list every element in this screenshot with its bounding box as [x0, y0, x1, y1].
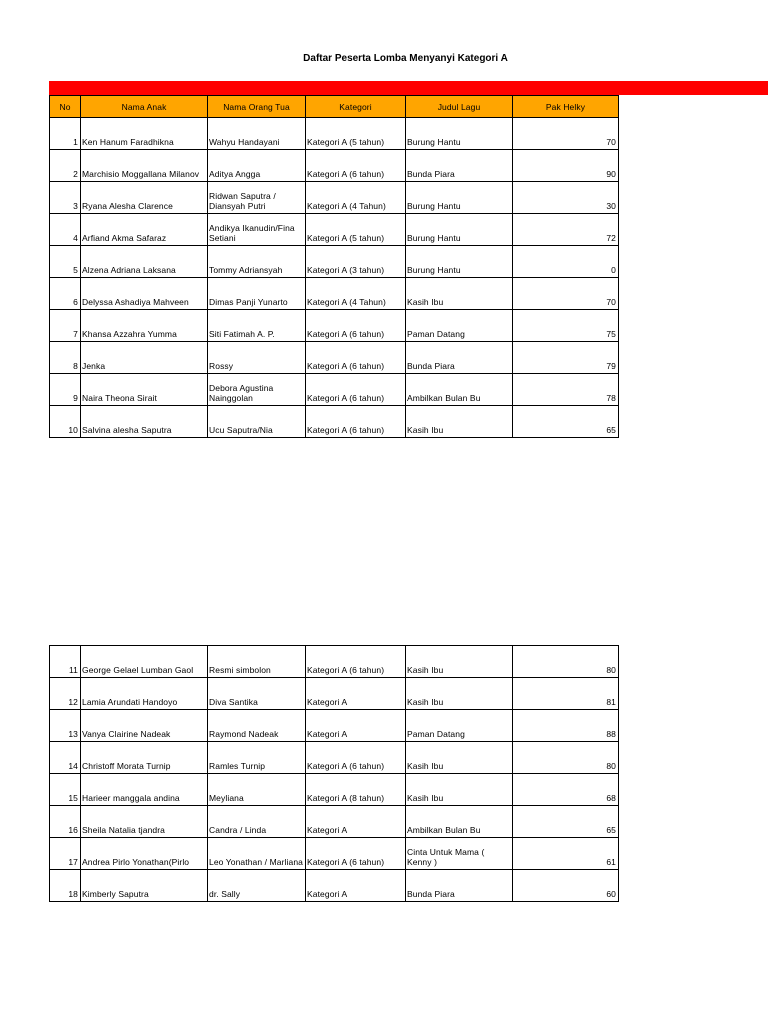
cell-pak-helky: 72 — [513, 214, 619, 246]
cell-nama-anak: Sheila Natalia tjandra — [81, 806, 208, 838]
table-row — [50, 214, 619, 246]
header-row — [50, 96, 619, 118]
col-header-nama-orang-tua: Nama Orang Tua — [208, 96, 306, 118]
cell-nama-orang-tua: Diva Santika — [208, 678, 306, 710]
table-row — [50, 646, 619, 678]
cell-pak-helky: 90 — [513, 150, 619, 182]
table-row — [50, 182, 619, 214]
cell-no: 1 — [50, 118, 81, 150]
cell-kategori: Kategori A (6 tahun) — [306, 646, 406, 678]
cell-kategori: Kategori A (6 tahun) — [306, 310, 406, 342]
cell-nama-anak: Lamia Arundati Handoyo — [81, 678, 208, 710]
cell-nama-anak: Andrea Pirlo Yonathan(Pirlo — [81, 838, 208, 870]
cell-kategori: Kategori A (4 Tahun) — [306, 182, 406, 214]
table-row — [50, 870, 619, 902]
table-row — [50, 374, 619, 406]
cell-kategori: Kategori A (4 Tahun) — [306, 278, 406, 310]
cell-nama-orang-tua: Leo Yonathan / Marliana — [208, 838, 306, 870]
participants-table-2 — [49, 645, 619, 902]
cell-pak-helky: 78 — [513, 374, 619, 406]
cell-nama-orang-tua: Candra / Linda — [208, 806, 306, 838]
cell-kategori: Kategori A (5 tahun) — [306, 118, 406, 150]
cell-no: 10 — [50, 406, 81, 438]
cell-pak-helky: 88 — [513, 710, 619, 742]
table-row — [50, 406, 619, 438]
cell-nama-anak: Kimberly Saputra — [81, 870, 208, 902]
cell-judul-lagu: Kasih Ibu — [406, 406, 513, 438]
cell-kategori: Kategori A (6 tahun) — [306, 406, 406, 438]
cell-nama-anak: Khansa Azzahra Yumma — [81, 310, 208, 342]
cell-nama-orang-tua: Rossy — [208, 342, 306, 374]
cell-nama-orang-tua: Ramles Turnip — [208, 742, 306, 774]
cell-judul-lagu: Kasih Ibu — [406, 774, 513, 806]
table-row — [50, 278, 619, 310]
cell-no: 12 — [50, 678, 81, 710]
cell-pak-helky: 0 — [513, 246, 619, 278]
cell-nama-orang-tua: Meyliana — [208, 774, 306, 806]
cell-kategori: Kategori A — [306, 806, 406, 838]
cell-pak-helky: 70 — [513, 278, 619, 310]
cell-nama-anak: Ryana Alesha Clarence — [81, 182, 208, 214]
cell-pak-helky: 75 — [513, 310, 619, 342]
col-header-nama-anak: Nama Anak — [81, 96, 208, 118]
cell-nama-orang-tua: Resmi simbolon — [208, 646, 306, 678]
cell-nama-orang-tua: Debora Agustina Nainggolan — [208, 374, 306, 406]
cell-nama-anak: Marchisio Moggallana Milanov — [81, 150, 208, 182]
cell-nama-anak: Vanya Clairine Nadeak — [81, 710, 208, 742]
cell-pak-helky: 80 — [513, 742, 619, 774]
table-row — [50, 118, 619, 150]
page-title: Daftar Peserta Lomba Menyanyi Kategori A — [303, 53, 508, 64]
table-row — [50, 742, 619, 774]
table-row — [50, 342, 619, 374]
cell-judul-lagu: Kasih Ibu — [406, 646, 513, 678]
cell-judul-lagu: Bunda Piara — [406, 342, 513, 374]
cell-kategori: Kategori A — [306, 710, 406, 742]
cell-nama-orang-tua: dr. Sally — [208, 870, 306, 902]
cell-pak-helky: 60 — [513, 870, 619, 902]
cell-kategori: Kategori A (6 tahun) — [306, 150, 406, 182]
cell-nama-anak: Salvina alesha Saputra — [81, 406, 208, 438]
cell-no: 4 — [50, 214, 81, 246]
cell-kategori: Kategori A — [306, 870, 406, 902]
cell-no: 3 — [50, 182, 81, 214]
cell-nama-anak: George Gelael Lumban Gaol — [81, 646, 208, 678]
cell-no: 2 — [50, 150, 81, 182]
table-row — [50, 838, 619, 870]
cell-nama-orang-tua: Andikya Ikanudin/Fina Setiani — [208, 214, 306, 246]
cell-kategori: Kategori A (6 tahun) — [306, 838, 406, 870]
cell-no: 9 — [50, 374, 81, 406]
cell-judul-lagu: Ambilkan Bulan Bu — [406, 806, 513, 838]
cell-no: 15 — [50, 774, 81, 806]
col-header-judul-lagu: Judul Lagu — [406, 96, 513, 118]
cell-judul-lagu: Burung Hantu — [406, 214, 513, 246]
table-row — [50, 246, 619, 278]
cell-nama-anak: Delyssa Ashadiya Mahveen — [81, 278, 208, 310]
col-header-pak-helky: Pak Helky — [513, 96, 619, 118]
cell-no: 14 — [50, 742, 81, 774]
cell-no: 13 — [50, 710, 81, 742]
cell-no: 18 — [50, 870, 81, 902]
cell-judul-lagu: Kasih Ibu — [406, 742, 513, 774]
cell-judul-lagu: Bunda Piara — [406, 870, 513, 902]
col-header-kategori: Kategori — [306, 96, 406, 118]
cell-nama-anak: Alzena Adriana Laksana — [81, 246, 208, 278]
cell-no: 5 — [50, 246, 81, 278]
cell-pak-helky: 81 — [513, 678, 619, 710]
cell-judul-lagu: Burung Hantu — [406, 246, 513, 278]
cell-no: 17 — [50, 838, 81, 870]
cell-pak-helky: 65 — [513, 806, 619, 838]
cell-nama-orang-tua: Aditya Angga — [208, 150, 306, 182]
table-row — [50, 710, 619, 742]
cell-pak-helky: 30 — [513, 182, 619, 214]
cell-nama-orang-tua: Wahyu Handayani — [208, 118, 306, 150]
cell-pak-helky: 79 — [513, 342, 619, 374]
cell-no: 7 — [50, 310, 81, 342]
cell-kategori: Kategori A (3 tahun) — [306, 246, 406, 278]
col-header-no: No — [50, 96, 81, 118]
cell-kategori: Kategori A (8 tahun) — [306, 774, 406, 806]
cell-nama-orang-tua: Dimas Panji Yunarto — [208, 278, 306, 310]
participants-table-1 — [49, 95, 619, 438]
cell-kategori: Kategori A (6 tahun) — [306, 374, 406, 406]
cell-pak-helky: 65 — [513, 406, 619, 438]
table-row — [50, 310, 619, 342]
cell-judul-lagu: Ambilkan Bulan Bu — [406, 374, 513, 406]
cell-kategori: Kategori A (6 tahun) — [306, 742, 406, 774]
cell-pak-helky: 68 — [513, 774, 619, 806]
cell-kategori: Kategori A (6 tahun) — [306, 342, 406, 374]
cell-kategori: Kategori A — [306, 678, 406, 710]
table-row — [50, 806, 619, 838]
cell-no: 6 — [50, 278, 81, 310]
table-row — [50, 774, 619, 806]
cell-nama-orang-tua: Siti Fatimah A. P. — [208, 310, 306, 342]
cell-nama-orang-tua: Ridwan Saputra / Diansyah Putri — [208, 182, 306, 214]
cell-judul-lagu: Kasih Ibu — [406, 278, 513, 310]
cell-judul-lagu: Burung Hantu — [406, 182, 513, 214]
cell-judul-lagu: Bunda Piara — [406, 150, 513, 182]
cell-pak-helky: 70 — [513, 118, 619, 150]
header-band — [49, 81, 512, 95]
cell-judul-lagu: Burung Hantu — [406, 118, 513, 150]
cell-nama-orang-tua: Tommy Adriansyah — [208, 246, 306, 278]
cell-judul-lagu: Cinta Untuk Mama ( Kenny ) — [406, 838, 513, 870]
table-row — [50, 150, 619, 182]
cell-nama-orang-tua: Raymond Nadeak — [208, 710, 306, 742]
cell-nama-orang-tua: Ucu Saputra/Nia — [208, 406, 306, 438]
cell-judul-lagu: Paman Datang — [406, 710, 513, 742]
cell-nama-anak: Harieer manggala andina — [81, 774, 208, 806]
cell-no: 8 — [50, 342, 81, 374]
table-row — [50, 678, 619, 710]
cell-pak-helky: 61 — [513, 838, 619, 870]
cell-judul-lagu: Paman Datang — [406, 310, 513, 342]
cell-nama-anak: Naira Theona Sirait — [81, 374, 208, 406]
cell-kategori: Kategori A (5 tahun) — [306, 214, 406, 246]
header-band-right — [512, 81, 768, 95]
cell-no: 11 — [50, 646, 81, 678]
cell-nama-anak: Christoff Morata Turnip — [81, 742, 208, 774]
cell-nama-anak: Ken Hanum Faradhikna — [81, 118, 208, 150]
cell-pak-helky: 80 — [513, 646, 619, 678]
cell-no: 16 — [50, 806, 81, 838]
cell-nama-anak: Jenka — [81, 342, 208, 374]
cell-judul-lagu: Kasih Ibu — [406, 678, 513, 710]
cell-nama-anak: Arfiand Akma Safaraz — [81, 214, 208, 246]
